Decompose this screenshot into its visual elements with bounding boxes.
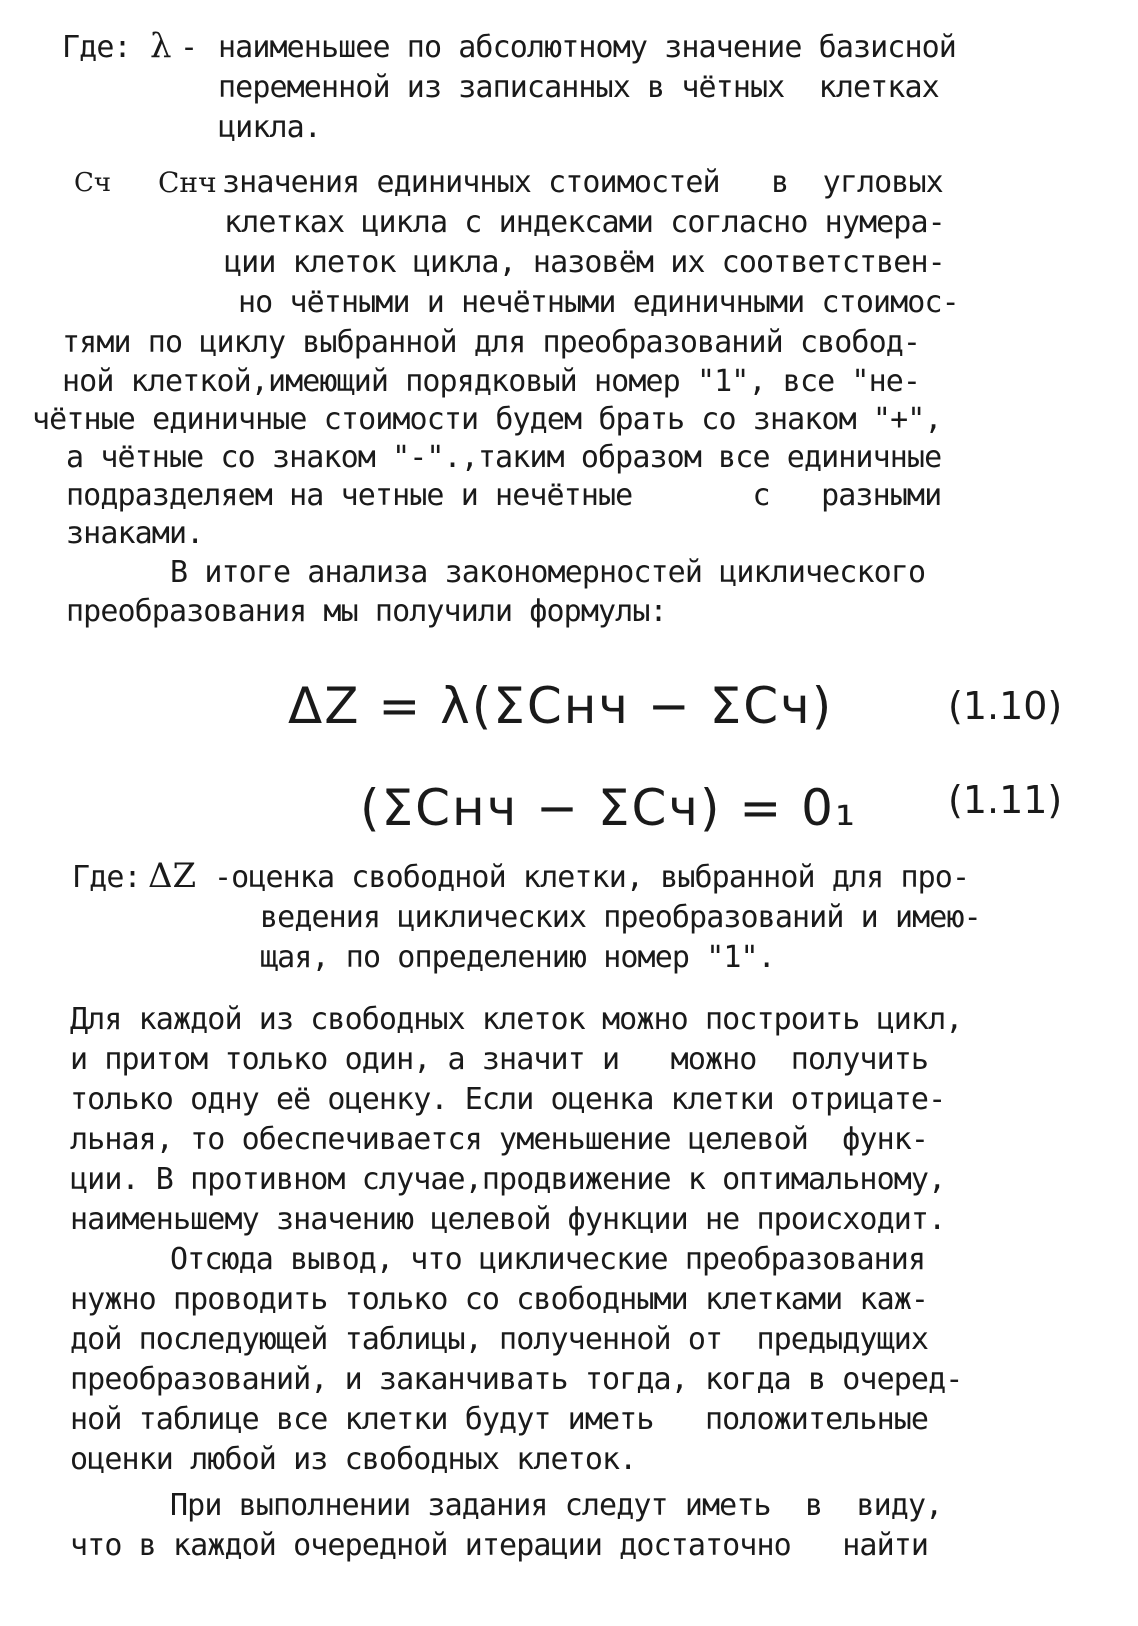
cost-symbol-odd: Cнч	[158, 166, 217, 199]
cells-line-1: Для каждой из свободных клеток можно построить цикл,	[70, 1002, 963, 1037]
conclusion-line-2: нужно проводить только со свободными клетками каж-	[70, 1282, 929, 1317]
formula-1-10: ΔZ = λ(ΣCнч − ΣCч)	[288, 677, 834, 735]
conclusion-line-6: оценки любой из свободных клеток.	[70, 1442, 637, 1477]
cost-symbol-even: Cч	[74, 168, 112, 198]
cells-line-2: и притом только один, а значит и можно получить	[70, 1042, 929, 1077]
def-lambda-line-2: переменной из записанных в чётных клетках	[218, 70, 939, 105]
def-costs-line-9: подразделяем на четные и нечётные с разными	[66, 478, 942, 513]
def-costs-line-4: но чётными и нечётными единичными стоимос-	[238, 285, 959, 320]
def-costs-line-1: значения единичных стоимостей в угловых	[222, 165, 943, 200]
conclusion-line-3: дой последующей таблицы, полученной от предыдущих	[70, 1322, 929, 1357]
task-line-2: что в каждой очередной итерации достаточно найти	[70, 1528, 929, 1563]
formula-1-11: (ΣCнч − ΣCч) = 0₁	[360, 779, 858, 837]
cells-line-4: льная, то обеспечивается уменьшение целевой функ-	[70, 1122, 929, 1157]
delta-z-symbol: ΔZ	[148, 856, 197, 896]
def-lambda-line-1: наименьшее по абсолютному значение базисной	[218, 30, 956, 65]
def-lambda-line-3: цикла.	[218, 110, 321, 145]
cells-line-3: только одну её оценку. Если оценка клетки отрицате-	[70, 1082, 946, 1117]
conclusion-line-5: ной таблице все клетки будут иметь положительные	[70, 1402, 929, 1437]
lambda-symbol: λ	[150, 26, 172, 66]
def-lambda-dash: -	[180, 30, 198, 65]
task-line-1: При выполнении задания следут иметь в виду,	[170, 1488, 943, 1523]
cells-line-5: ции. В противном случае,продвижение к оптимальному,	[70, 1162, 946, 1197]
conclusion-line-1: Отсюда вывод, что циклические преобразования	[170, 1242, 926, 1277]
formula-1-10-number: (1.10)	[948, 684, 1063, 728]
def-costs-line-5: тями по циклу выбранной для преобразований свобод-	[62, 325, 921, 360]
def-costs-line-2: клетках цикла с индексами согласно нумера-	[224, 205, 945, 240]
def-costs-line-6: ной клеткой,имеющий порядковый номер "1", все "не-	[62, 364, 921, 399]
conclusion-line-4: преобразований, и заканчивать тогда, когда в очеред-	[70, 1362, 963, 1397]
def-deltaz-line-1: -оценка свободной клетки, выбранной для про-	[214, 860, 970, 895]
result-line-1: В итоге анализа закономерностей циклического	[170, 555, 926, 590]
def-costs-line-3: ции клеток цикла, назовём их соответствен-	[224, 245, 945, 280]
def-costs-line-7: чётные единичные стоимости будем брать со знаком "+",	[32, 402, 942, 437]
def-deltaz-prefix: Где:	[72, 860, 141, 895]
def-deltaz-line-2: ведения циклических преобразований и имею-	[260, 900, 981, 935]
def-costs-line-8: а чётные со знаком "-".,таким образом все единичные	[66, 440, 942, 475]
def-lambda-prefix: Где:	[62, 30, 131, 65]
result-line-2: преобразования мы получили формулы:	[66, 594, 667, 629]
def-costs-line-10: знаками.	[66, 516, 204, 551]
def-deltaz-line-3: щая, по определению номер "1".	[260, 940, 775, 975]
cells-line-6: наименьшему значению целевой функции не происходит.	[70, 1202, 946, 1237]
formula-1-11-number: (1.11)	[948, 778, 1063, 822]
